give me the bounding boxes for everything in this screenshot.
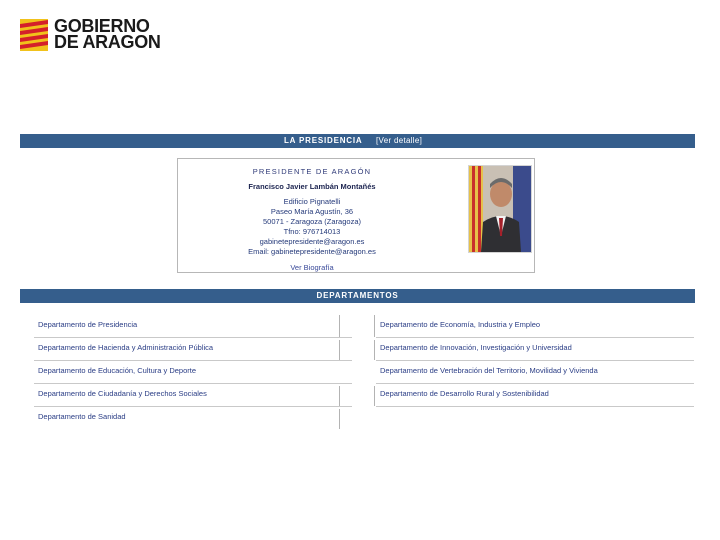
aragon-flag-icon: [20, 19, 48, 51]
dept-educacion[interactable]: Departamento de Educación, Cultura y Deporte: [34, 363, 352, 384]
logo-line2: DE ARAGON: [54, 32, 161, 52]
divider: [374, 386, 375, 406]
departamentos-bar: [20, 289, 695, 303]
address-line: Edificio Pignatelli: [283, 197, 341, 206]
phone-line: Tfno: 976714013: [283, 227, 341, 236]
gobierno-aragon-logo[interactable]: [20, 18, 180, 54]
email-line[interactable]: Email: gabinetepresidente@aragon.es: [248, 247, 376, 256]
address-line: Paseo María Agustín, 36: [270, 207, 354, 216]
divider: [339, 409, 340, 429]
divider: [339, 340, 340, 360]
president-info: [178, 167, 446, 273]
divider: [374, 340, 375, 360]
dept-sanidad[interactable]: Departamento de Sanidad: [38, 412, 126, 421]
divider: [339, 315, 340, 337]
logo-text: [54, 18, 161, 50]
dept-ciudadania[interactable]: Departamento de Ciudadanía y Derechos Sociales: [34, 386, 352, 407]
dept-hacienda[interactable]: Departamento de Hacienda y Administración Pública: [34, 340, 352, 361]
dept-desarrollo-rural[interactable]: Departamento de Desarrollo Rural y Sostenibilidad: [376, 386, 694, 407]
divider: [339, 386, 340, 406]
address-line: 50071 - Zaragoza (Zaragoza): [263, 217, 361, 226]
portrait-image: [469, 166, 531, 252]
dept-economia[interactable]: Departamento de Economía, Industria y Empleo: [376, 317, 694, 338]
dept-presidencia[interactable]: Departamento de Presidencia: [34, 317, 352, 338]
president-name: Francisco Javier Lambán Montañés: [248, 182, 376, 191]
email-line[interactable]: gabinetepresidente@aragon.es: [259, 237, 365, 246]
departamentos-title: DEPARTAMENTOS: [316, 291, 399, 300]
logo-line1: GOBIERNO: [54, 16, 150, 36]
presidencia-bar: [20, 134, 695, 148]
ver-biografia-link[interactable]: Ver Biografía: [290, 263, 334, 272]
ver-detalle-link[interactable]: [Ver detalle]: [376, 136, 423, 145]
president-heading: PRESIDENTE DE ARAGÓN: [252, 167, 372, 176]
president-photo: [468, 165, 532, 253]
divider: [374, 315, 375, 337]
presidencia-title: LA PRESIDENCIA: [284, 136, 363, 145]
dept-innovacion[interactable]: Departamento de Innovación, Investigación y Universidad: [376, 340, 694, 361]
dept-vertebracion[interactable]: Departamento de Vertebración del Territorio, Movilidad y Vivienda: [376, 363, 694, 384]
president-card: [177, 158, 535, 273]
